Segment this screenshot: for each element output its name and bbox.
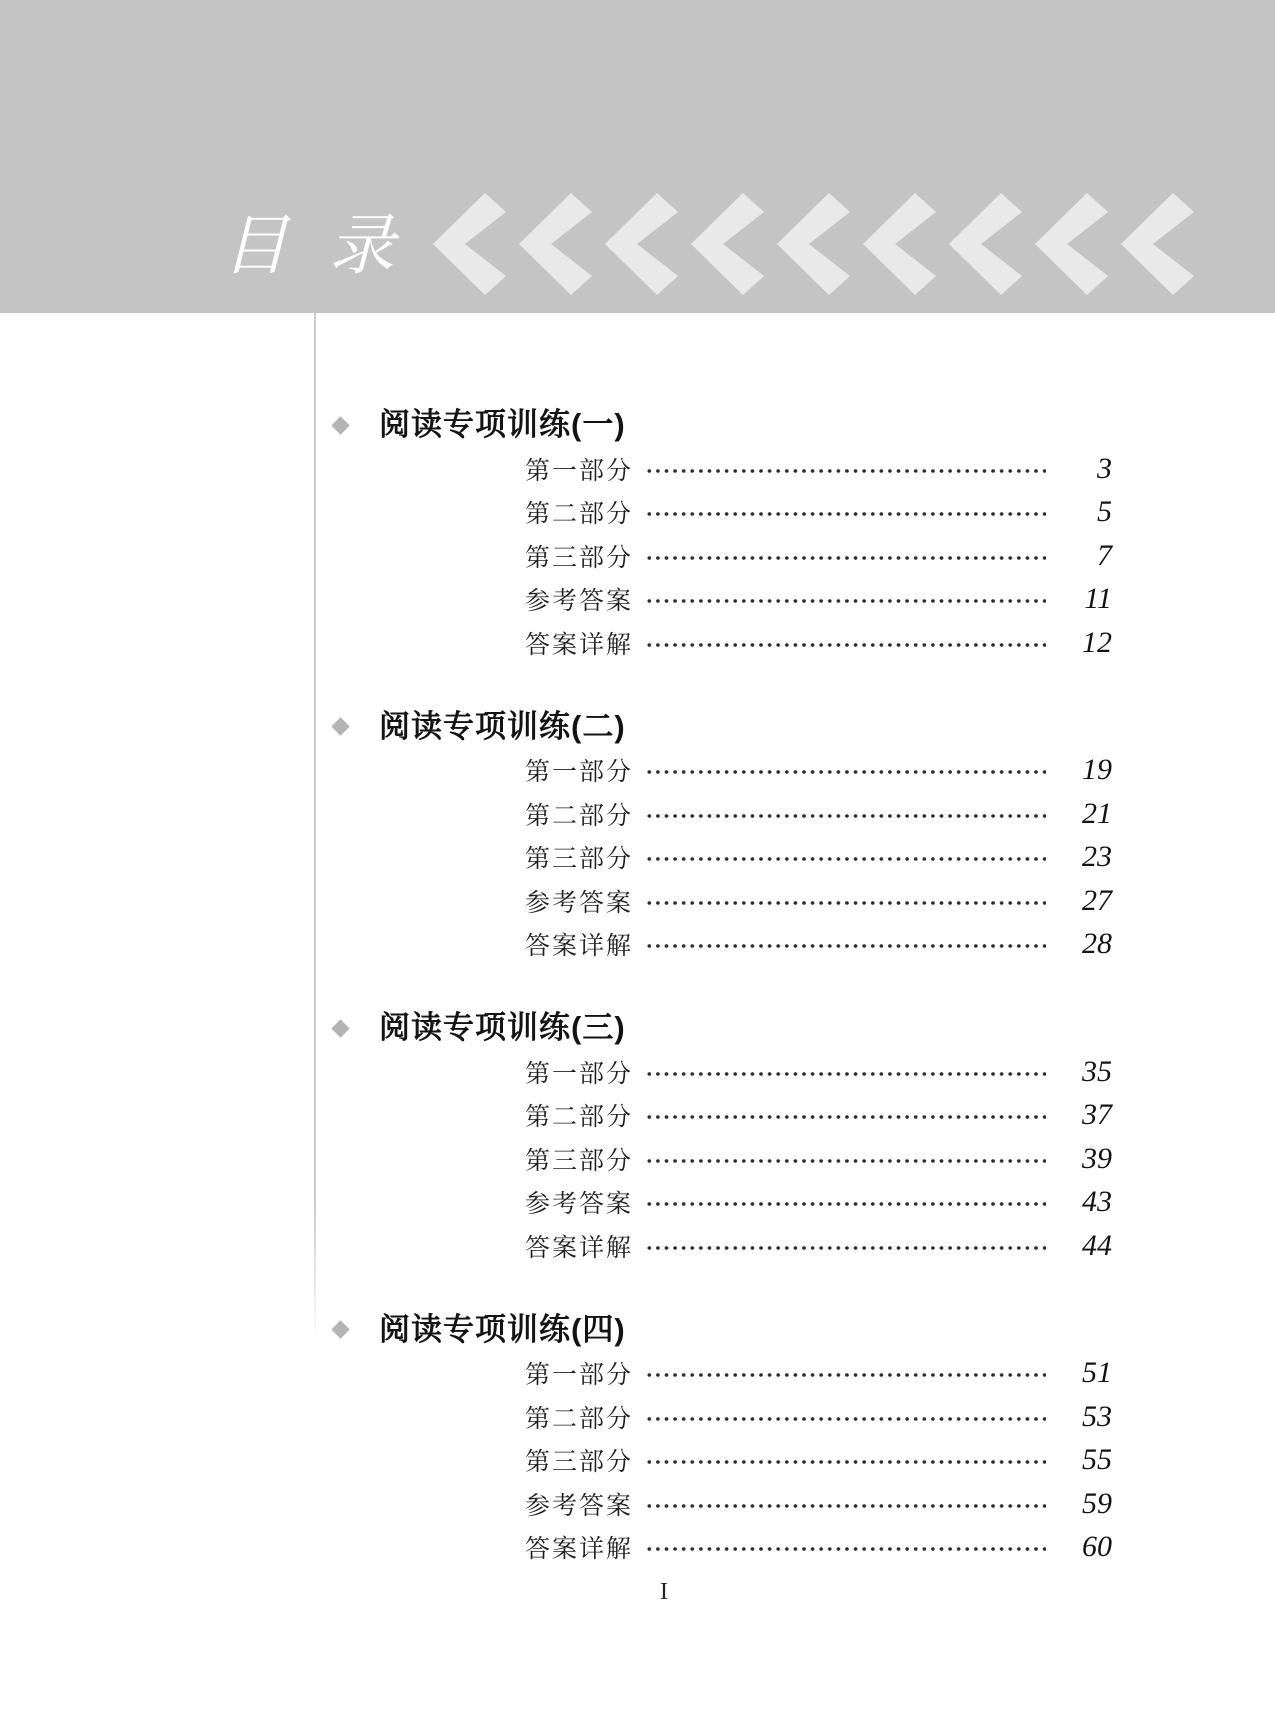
entry-page-number: 51 [1082, 1356, 1112, 1390]
toc-entry [525, 1526, 1112, 1570]
entry-label: 第三部分 [525, 544, 634, 572]
entry-label: 答案详解 [525, 933, 634, 961]
section-title: 阅读专项训练(四) [379, 1311, 626, 1347]
page-footer [0, 1581, 1275, 1604]
entry-label: 答案详解 [525, 1234, 634, 1262]
section-title: 阅读专项训练(三) [379, 1010, 626, 1045]
entry-label: 第一部分 [525, 1362, 634, 1390]
chevron-band [433, 193, 1194, 295]
entry-page-number: 37 [1082, 1098, 1112, 1132]
toc-entry [525, 1352, 1112, 1396]
chevron-left-icon [777, 193, 850, 295]
entry-page-number: 21 [1082, 796, 1112, 830]
entry-page-number: 60 [1082, 1530, 1112, 1564]
toc-entry [525, 534, 1112, 578]
toc-content [0, 313, 1275, 1604]
section-title: 阅读专项训练(一) [379, 407, 626, 442]
toc-entry [525, 578, 1112, 622]
dot-leader [645, 553, 1046, 563]
dot-leader [645, 1069, 1046, 1079]
dot-leader [645, 898, 1046, 908]
dot-leader [645, 1112, 1046, 1122]
section-heading-row [0, 1006, 1275, 1050]
toc-entry [525, 1439, 1112, 1483]
entry-page-number: 12 [1082, 625, 1112, 659]
toc-entry [525, 491, 1112, 535]
entry-page-number: 53 [1082, 1399, 1112, 1433]
page-title: 目 录 [222, 210, 407, 283]
header-banner [0, 0, 1275, 313]
entry-page-number: 55 [1082, 1443, 1112, 1477]
entry-page-number: 11 [1084, 582, 1112, 616]
toc-entry [525, 447, 1112, 491]
entry-page-number: 5 [1097, 495, 1112, 529]
toc-entry [525, 792, 1112, 836]
section-heading-row [0, 705, 1275, 749]
chevron-left-icon [691, 193, 764, 295]
toc-entry [525, 1224, 1112, 1268]
toc-section-3 [0, 1006, 1275, 1268]
chevron-left-icon [1035, 193, 1108, 295]
dot-leader [645, 640, 1046, 650]
entry-page-number: 7 [1097, 538, 1112, 572]
dot-leader [645, 854, 1046, 864]
dot-leader [645, 596, 1046, 606]
dot-leader [645, 811, 1046, 821]
entry-label: 第二部分 [525, 1104, 634, 1132]
entry-page-number: 59 [1082, 1486, 1112, 1520]
entry-label: 第二部分 [525, 1405, 634, 1433]
toc-entry [525, 879, 1112, 923]
entry-label: 第一部分 [525, 457, 634, 485]
dot-leader [645, 1544, 1046, 1554]
entry-page-number: 28 [1082, 927, 1112, 961]
toc-entry [525, 1482, 1112, 1526]
dot-leader [645, 1156, 1046, 1166]
dot-leader [645, 1414, 1046, 1424]
toc-section-4 [0, 1308, 1275, 1570]
dot-leader [645, 1243, 1046, 1253]
entry-label: 第三部分 [525, 1449, 634, 1477]
chevron-left-icon [433, 193, 506, 295]
toc-entry [525, 923, 1112, 967]
entry-label: 答案详解 [525, 1536, 634, 1564]
entry-page-number: 23 [1082, 840, 1112, 874]
entry-page-number: 19 [1082, 753, 1112, 787]
toc-entry [525, 749, 1112, 793]
toc-entry [525, 836, 1112, 880]
entry-label: 第一部分 [525, 759, 634, 787]
dot-leader [645, 1370, 1046, 1380]
toc-section-1 [0, 403, 1275, 665]
entry-label: 第二部分 [525, 802, 634, 830]
entry-label: 参考答案 [525, 1492, 634, 1520]
entry-label: 第二部分 [525, 501, 634, 529]
toc-entry [525, 1050, 1112, 1094]
entry-label: 第三部分 [525, 846, 634, 874]
diamond-bullet-icon [331, 1320, 349, 1338]
toc-entry [525, 1137, 1112, 1181]
toc-section-2 [0, 705, 1275, 967]
toc-entry [525, 1094, 1112, 1138]
dot-leader [645, 1199, 1046, 1209]
section-title: 阅读专项训练(二) [379, 708, 626, 744]
folio-page-number: I [660, 1579, 668, 1605]
entry-page-number: 43 [1082, 1185, 1112, 1219]
dot-leader [645, 767, 1046, 777]
entry-page-number: 44 [1082, 1228, 1112, 1262]
diamond-bullet-icon [331, 416, 349, 434]
dot-leader [645, 466, 1046, 476]
entry-page-number: 35 [1082, 1054, 1112, 1088]
dot-leader [645, 1501, 1046, 1511]
entry-label: 答案详解 [525, 631, 634, 659]
dot-leader [645, 941, 1046, 951]
chevron-left-icon [519, 193, 592, 295]
entry-page-number: 27 [1082, 883, 1112, 917]
toc-entry [525, 621, 1112, 665]
dot-leader [645, 509, 1046, 519]
dot-leader [645, 1457, 1046, 1467]
chevron-left-icon [1121, 193, 1194, 295]
chevron-left-icon [605, 193, 678, 295]
entry-label: 参考答案 [525, 588, 634, 616]
section-heading-row [0, 1308, 1275, 1352]
entry-label: 参考答案 [525, 1191, 634, 1219]
chevron-left-icon [949, 193, 1022, 295]
diamond-bullet-icon [331, 717, 349, 735]
diamond-bullet-icon [331, 1019, 349, 1037]
entry-page-number: 3 [1097, 451, 1112, 485]
section-heading-row [0, 403, 1275, 447]
chevron-left-icon [863, 193, 936, 295]
entry-label: 第三部分 [525, 1147, 634, 1175]
toc-entry [525, 1395, 1112, 1439]
entry-label: 第一部分 [525, 1060, 634, 1088]
entry-label: 参考答案 [525, 889, 634, 917]
toc-entry [525, 1181, 1112, 1225]
entry-page-number: 39 [1082, 1141, 1112, 1175]
